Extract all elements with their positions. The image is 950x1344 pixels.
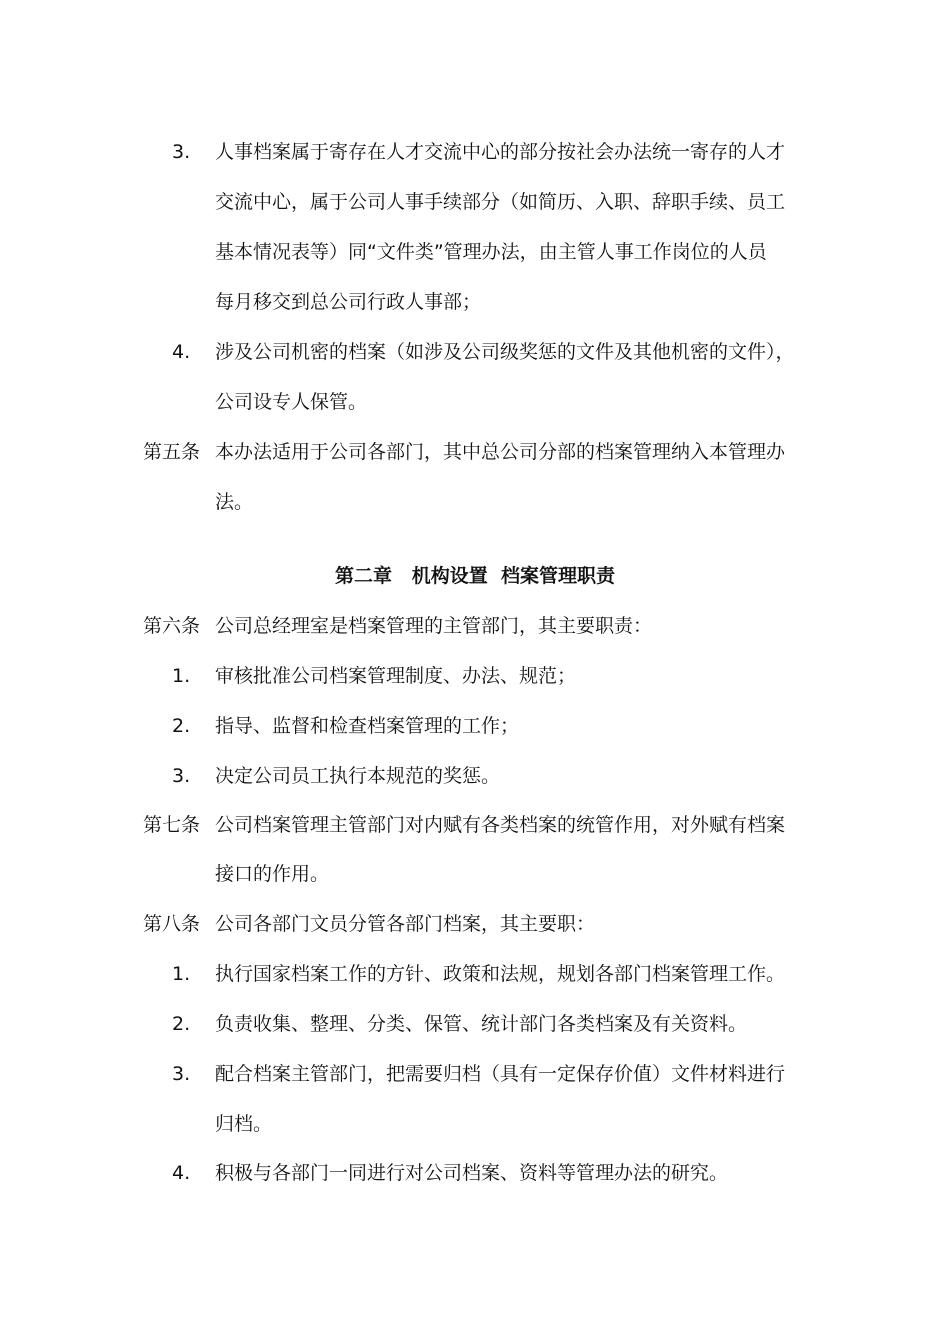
item-text-line: 审核批准公司档案管理制度、办法、规范； bbox=[215, 665, 577, 687]
item-number: 3. bbox=[172, 765, 191, 787]
item-number: 3. bbox=[172, 141, 191, 163]
item-number: 1. bbox=[172, 665, 191, 687]
article-label: 第六条 bbox=[143, 615, 201, 637]
item-text-line: 人事档案属于寄存在人才交流中心的部分按社会办法统一寄存的人才 bbox=[215, 141, 786, 163]
item-text-line: 归档。 bbox=[215, 1113, 273, 1135]
item-number: 2. bbox=[172, 715, 191, 737]
article-text-line: 接口的作用。 bbox=[215, 863, 330, 885]
article-text-line: 法。 bbox=[215, 491, 254, 513]
item-text-line: 积极与各部门一同进行对公司档案、资料等管理办法的研究。 bbox=[215, 1162, 729, 1184]
item-text-line: 负责收集、整理、分类、保管、统计部门各类档案及有关资料。 bbox=[215, 1013, 748, 1035]
item-text-line: 公司设专人保管。 bbox=[215, 391, 368, 413]
article-text-line: 公司各部门文员分管各部门档案，其主要职： bbox=[215, 913, 596, 935]
item-number: 1. bbox=[172, 963, 191, 985]
article-label: 第八条 bbox=[143, 913, 201, 935]
item-text-line: 涉及公司机密的档案（如涉及公司级奖惩的文件及其他机密的文件）， bbox=[215, 341, 795, 363]
article-text-line: 公司总经理室是档案管理的主管部门，其主要职责： bbox=[215, 615, 653, 637]
article-text-line: 本办法适用于公司各部门，其中总公司分部的档案管理纳入本管理办 bbox=[215, 441, 786, 463]
item-number: 4. bbox=[172, 341, 191, 363]
item-text-line: 指导、监督和检查档案管理的工作； bbox=[215, 715, 520, 737]
item-number: 2. bbox=[172, 1013, 191, 1035]
article-label: 第五条 bbox=[143, 441, 201, 463]
item-text-line: 每月移交到总公司行政人事部； bbox=[215, 291, 482, 313]
item-text-line: 基本情况表等）同“文件类”管理办法，由主管人事工作岗位的人员 bbox=[215, 241, 767, 263]
chapter-heading: 第二章 机构设置 档案管理职责 bbox=[334, 565, 616, 587]
item-text-line: 配合档案主管部门，把需要归档（具有一定保存价值）文件材料进行 bbox=[215, 1063, 786, 1085]
item-number: 3. bbox=[172, 1063, 191, 1085]
item-text-line: 交流中心，属于公司人事手续部分（如简历、入职、辞职手续、员工 bbox=[215, 191, 786, 213]
article-text-line: 公司档案管理主管部门对内赋有各类档案的统管作用，对外赋有档案 bbox=[215, 814, 786, 836]
item-number: 4. bbox=[172, 1162, 191, 1184]
item-text-line: 执行国家档案工作的方针、政策和法规，规划各部门档案管理工作。 bbox=[215, 963, 786, 985]
article-label: 第七条 bbox=[143, 814, 201, 836]
item-text-line: 决定公司员工执行本规范的奖惩。 bbox=[215, 765, 501, 787]
